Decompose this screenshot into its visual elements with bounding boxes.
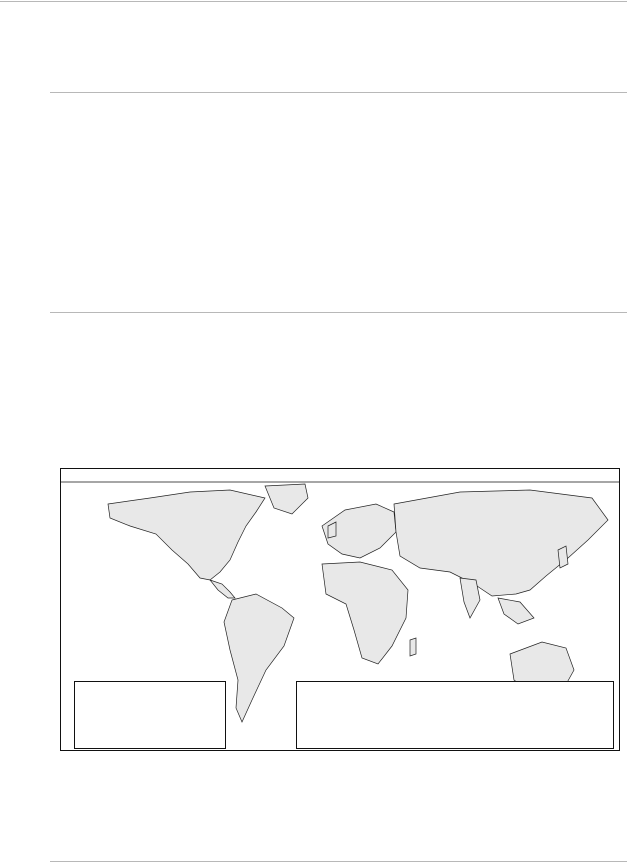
page-divider: [50, 92, 627, 93]
top-border: [0, 1, 627, 2]
page-divider: [50, 312, 627, 313]
standard-time-zones-map: [60, 468, 620, 768]
page-divider: [50, 861, 627, 862]
japan: [558, 546, 568, 568]
madagascar: [410, 638, 416, 656]
time-offset-table: [296, 681, 614, 749]
legend-box: [74, 681, 226, 749]
